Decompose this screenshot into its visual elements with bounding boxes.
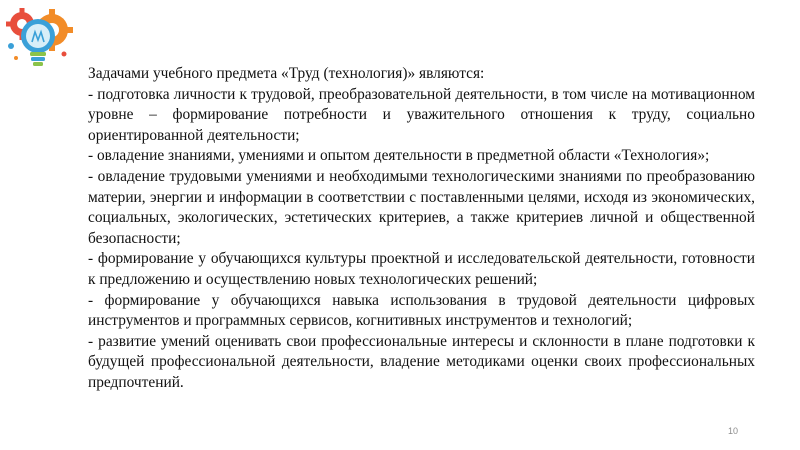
list-item: - формирование у обучающихся навыка использования в трудовой деятельности цифровых инструментов и программных сервисов, когнитивных инструментов и технологий; <box>88 291 755 330</box>
accent-dot-icon <box>8 43 14 49</box>
list-item: - овладение трудовыми умениями и необходимыми технологическими знаниями по преобразованию материи, энергии и информации в соответствии с поставленными целями, исходя из экономических, социальных, экологических, эстетических критериев, а также критериев личной и общественной безопасности; <box>88 167 755 247</box>
list-item: - формирование у обучающихся культуры проектной и исследовательской деятельности, готовности к предложению и осуществлению новых технологических решений; <box>88 250 755 288</box>
page-number: 10 <box>728 426 739 436</box>
list-item: - развитие умений оценивать свои профессиональные интересы и склонности в плане подготовки к будущей профессиональной деятельности, владение методиками оценки своих профессиональных предпочтений. <box>88 332 755 391</box>
accent-dot-icon <box>62 52 67 57</box>
list-item: - овладение знаниями, умениями и опытом деятельности в предметной области «Технология»; <box>88 147 710 165</box>
lightbulb-icon <box>21 19 55 66</box>
accent-dot-icon <box>14 56 18 60</box>
slide-heading: Задачами учебного предмета «Труд (технология)» являются: <box>88 65 485 82</box>
list-item: - подготовка личности к трудовой, преобразовательной деятельности, в том числе на мотивационном уровне – формирование потребности и уважительного отношения к труду, социально ориентированной деятельности; <box>88 85 755 144</box>
lightbulb-gears-icon <box>2 2 78 78</box>
slide-body <box>88 64 755 394</box>
